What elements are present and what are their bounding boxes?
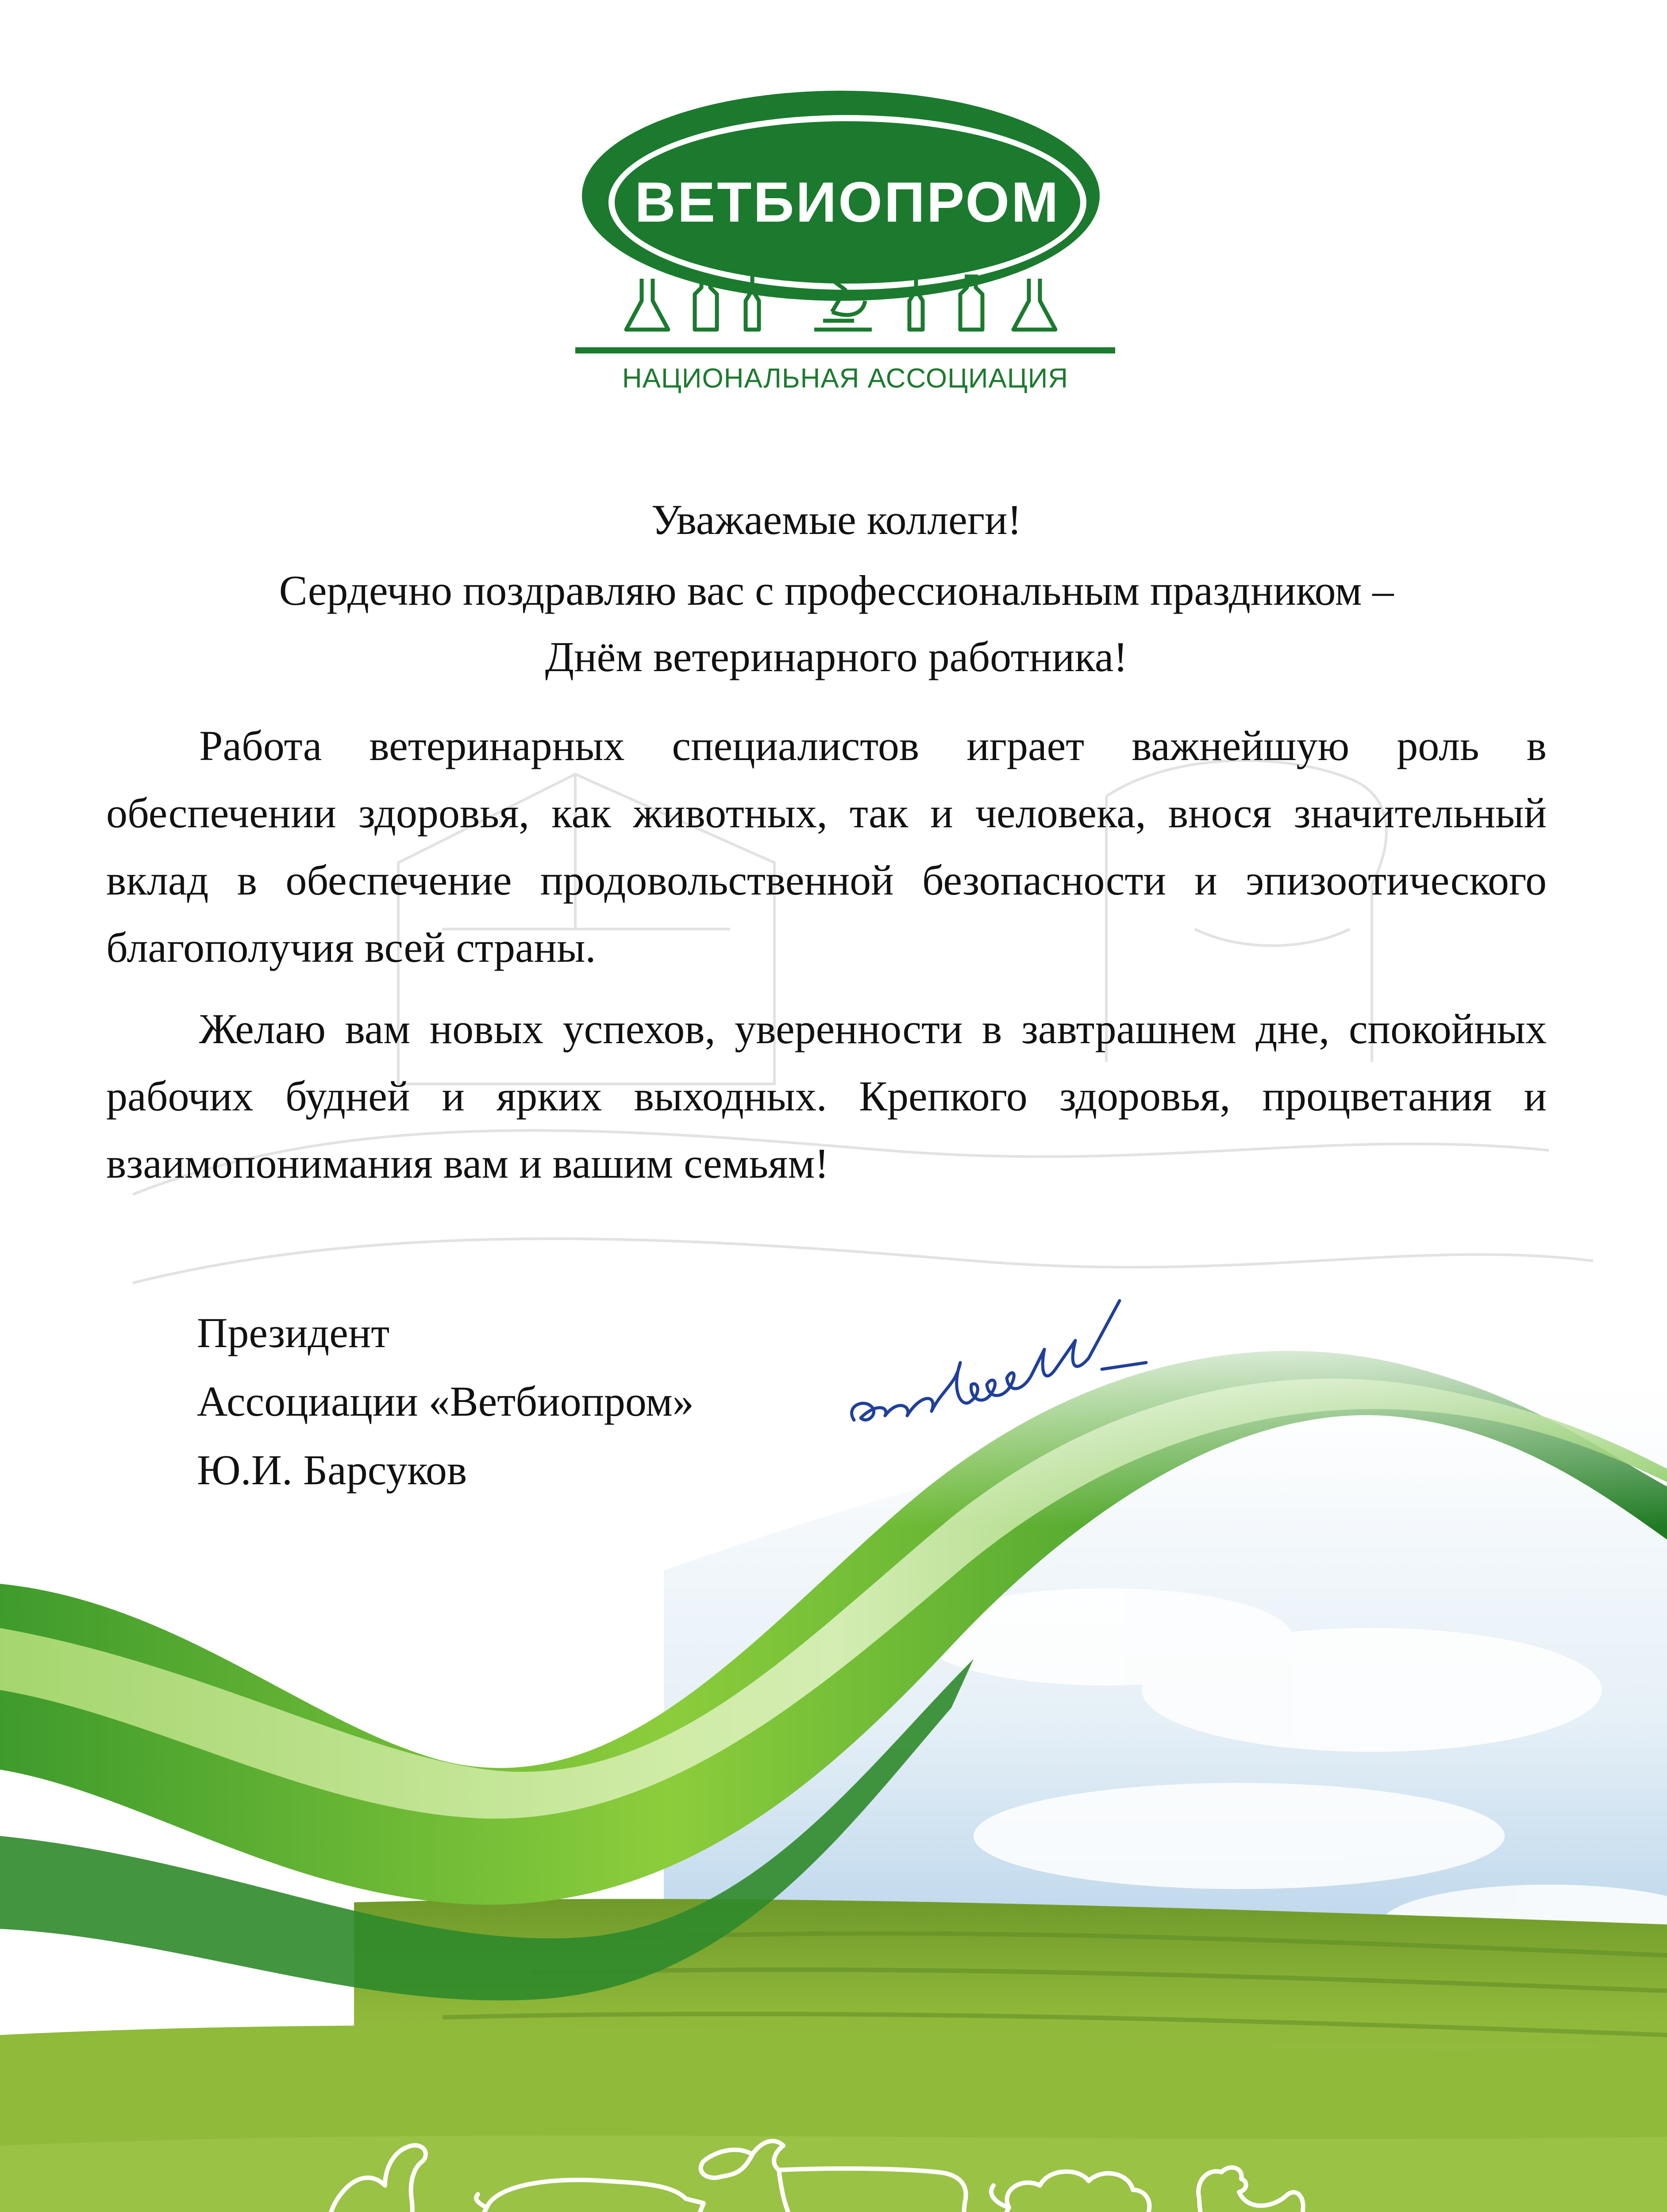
vial-icon <box>695 276 717 330</box>
signer-name: Ю.И. Барсуков <box>197 1446 467 1494</box>
letter-greeting: Уважаемые коллеги! <box>651 496 1022 543</box>
signature-block <box>197 1298 694 1504</box>
signer-organization: Ассоциации «Ветбиопром» <box>197 1378 694 1425</box>
ampoule-icon <box>746 274 759 330</box>
logo-inner-ring <box>608 115 1086 290</box>
intro-line-1: Сердечно поздравляю вас с профессиональным праздником – <box>279 567 1394 614</box>
letter-paragraph-2: Желаю вам новых успехов, уверенности в завтрашнем дне, спокойных рабочих будней и ярких выходных. Крепкого здоровья, процветания и взаимопонимания вам и вашим семьям! <box>106 1005 1547 1187</box>
logo-divider <box>575 347 1115 353</box>
ampoule-icon <box>909 274 923 330</box>
association-logo <box>575 84 1115 403</box>
farm-animals-outline <box>319 2119 1336 2212</box>
logo-oval <box>582 91 1100 301</box>
flask-icon <box>626 279 668 330</box>
sheep-icon <box>991 2172 1150 2212</box>
letter-paragraph-1: Работа ветеринарных специалистов играет важнейшую роль в обеспечении здоровья, как животных, так и человека, внося значительный вклад в обеспечение продовольственной безопасности и эпизоотического благополучия всей страны. <box>106 722 1547 971</box>
logo-subtitle: НАЦИОНАЛЬНАЯ АССОЦИАЦИЯ <box>622 363 1069 394</box>
flask-icon <box>1013 279 1055 330</box>
intro-line-2: Днём ветеринарного работника! <box>545 633 1128 680</box>
logo-lab-icons <box>624 270 1066 336</box>
microscope-icon <box>814 276 872 330</box>
pig-icon <box>476 2180 704 2212</box>
turkey-icon <box>328 2145 426 2212</box>
handwritten-signature <box>836 1274 1213 1460</box>
letter-intro <box>106 557 1567 690</box>
vial-icon <box>960 276 982 330</box>
signer-title: Президент <box>197 1309 390 1356</box>
logo-name: ВЕТБИОПРОМ <box>635 171 1060 234</box>
hen-icon <box>1198 2167 1303 2212</box>
cow-icon <box>701 2141 966 2212</box>
